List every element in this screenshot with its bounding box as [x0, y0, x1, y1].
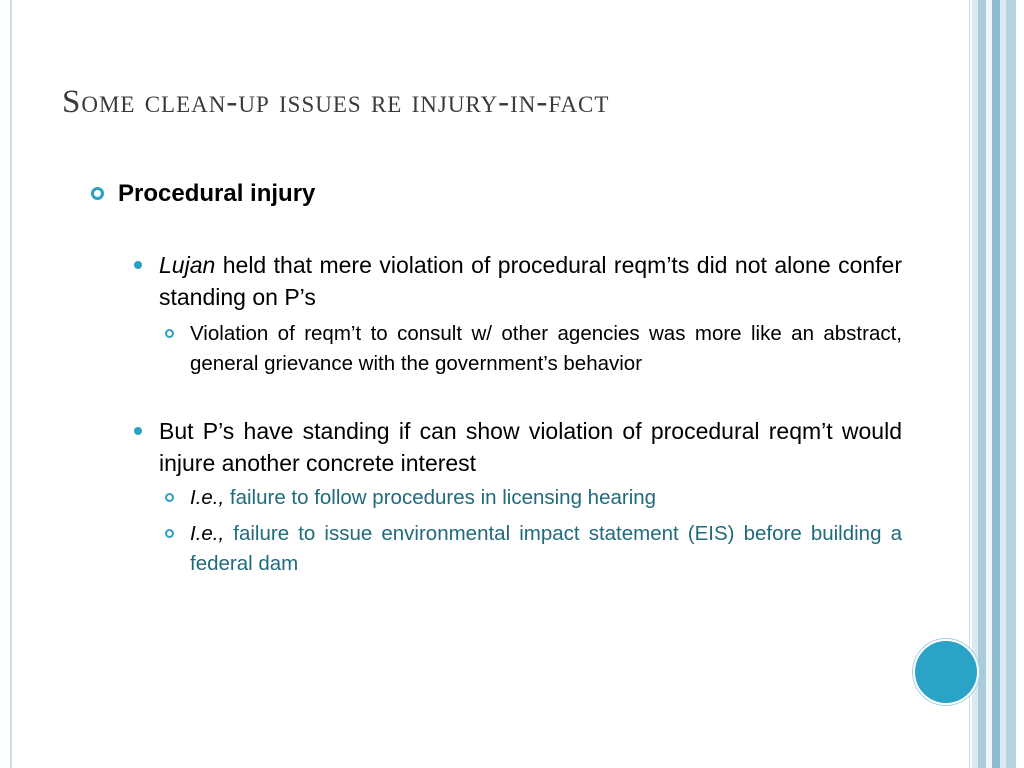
subpoint-text: failure to issue environmental impact statement (EIS) before building a federal dam [190, 522, 902, 576]
ring-bullet-icon [165, 493, 174, 502]
stripe [978, 0, 986, 768]
subpoint-text: Violation of reqm’t to consult w/ other agencies was more like an abstract, general grievance with the government’s behavior [190, 322, 902, 376]
case-name: Lujan [159, 252, 216, 279]
list-item [128, 415, 902, 479]
list-item [159, 483, 902, 513]
slide-body [88, 178, 902, 579]
decorative-circle-icon [913, 639, 979, 705]
stripe [1016, 0, 1024, 768]
stripe [1006, 0, 1016, 768]
ie-label: I.e., [190, 486, 225, 510]
point-text: But P’s have standing if can show violation of procedural reqm’t would injure another concrete interest [159, 418, 902, 477]
stripe [992, 0, 1000, 768]
ie-label: I.e., [190, 522, 225, 546]
heading-text: Procedural injury [118, 180, 316, 207]
list-item [128, 249, 902, 313]
list-item [159, 319, 902, 379]
ring-bullet-icon [165, 529, 174, 538]
list-item [159, 519, 902, 579]
point-text: held that mere violation of procedural reqm’ts did not alone confer standing on P’s [159, 252, 902, 311]
heading-bullet [88, 178, 902, 209]
subpoint-text: failure to follow procedures in licensing hearing [224, 486, 657, 510]
slide-title: Some clean-up issues re injury-in-fact [62, 84, 610, 120]
ring-bullet-icon [165, 329, 174, 338]
ring-bullet-icon [91, 187, 104, 200]
dot-bullet-icon [134, 427, 142, 435]
dot-bullet-icon [134, 261, 142, 269]
decorative-stripes [972, 0, 1024, 768]
